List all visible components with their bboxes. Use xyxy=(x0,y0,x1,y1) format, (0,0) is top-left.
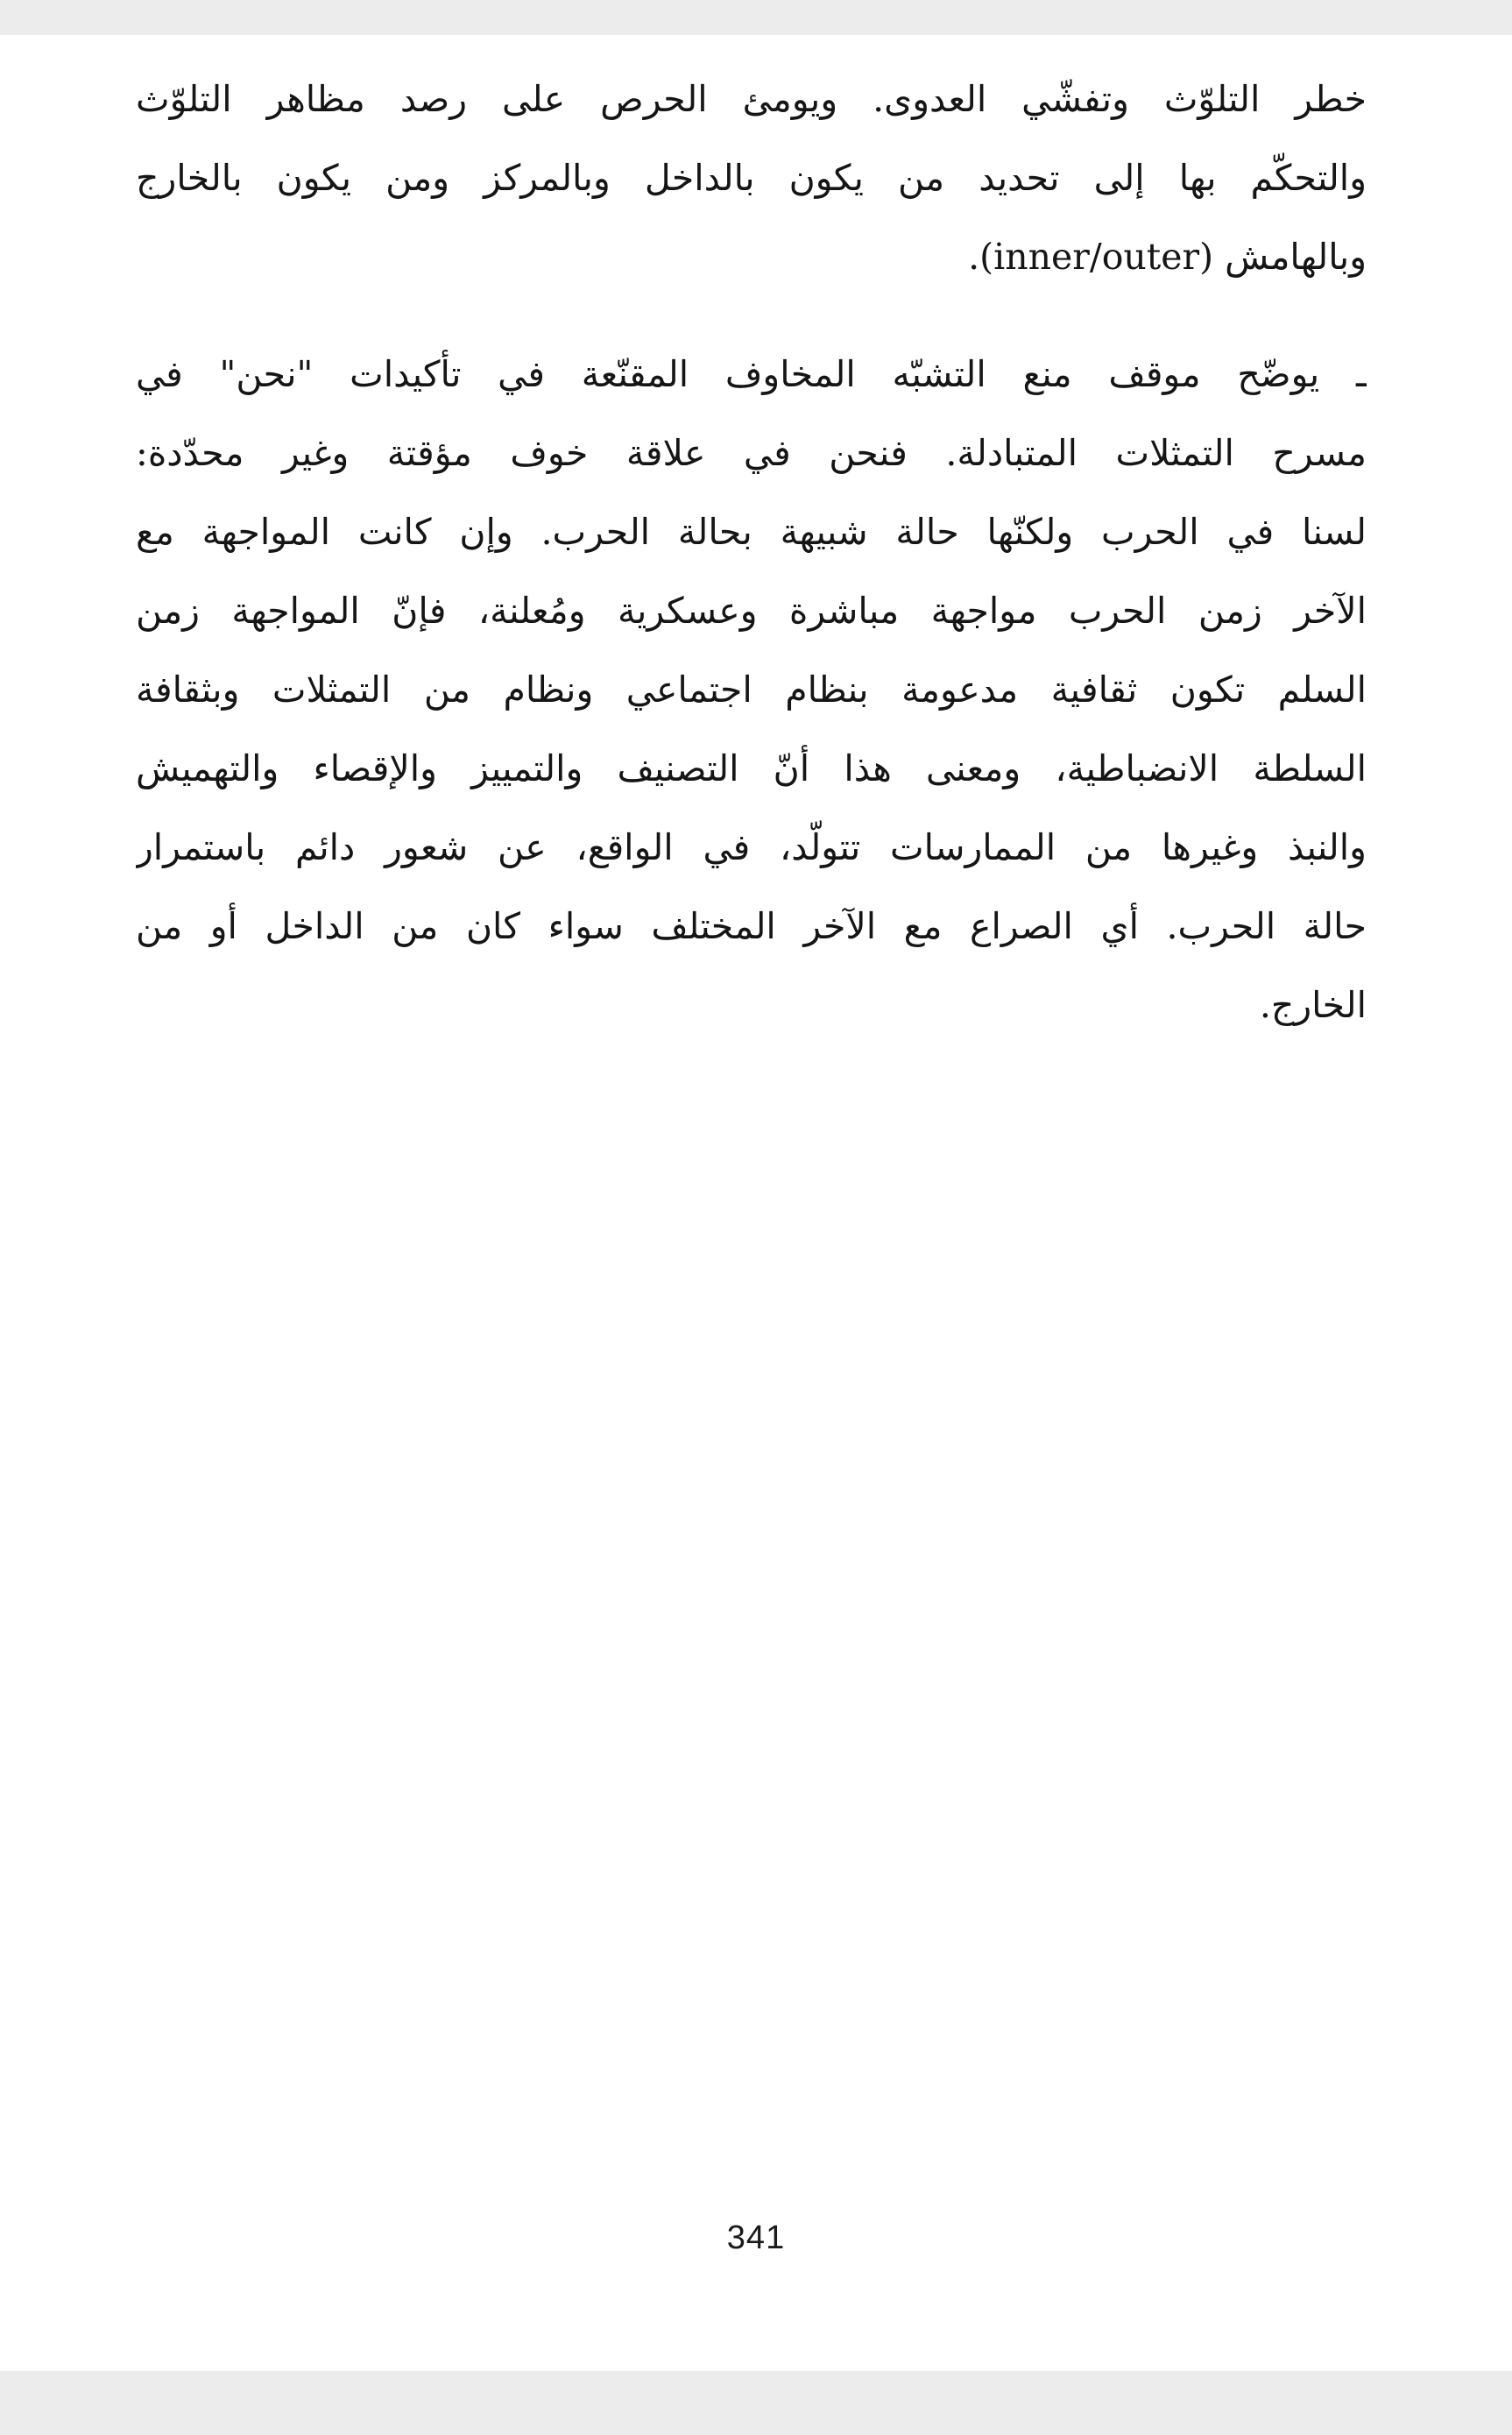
text-line: حالة الحرب. أي الصراع مع الآخر المختلف سواء كان من الداخل أو من xyxy=(136,905,1367,947)
text-line: لسنا في الحرب ولكنّها حالة شبيهة بحالة الحرب. وإن كانت المواجهة مع xyxy=(136,511,1367,553)
text-line: ـ يوضّح موقف منع التشبّه المخاوف المقنّعة في تأكيدات "نحن" في xyxy=(136,353,1367,395)
page-number: 341 xyxy=(726,2219,786,2256)
text-line: السلم تكون ثقافية مدعومة بنظام اجتماعي ونظام من التمثلات وبثقافة xyxy=(136,669,1367,711)
text-line: الخارج. xyxy=(1259,984,1367,1026)
text-line: والنبذ وغيرها من الممارسات تتولّد، في الواقع، عن شعور دائم باستمرار xyxy=(136,826,1367,868)
text-line: وبالهامش (inner/outer). xyxy=(968,236,1367,278)
document-page xyxy=(0,35,1512,2371)
text-line: الآخر زمن الحرب مواجهة مباشرة وعسكرية ومُعلنة، فإنّ المواجهة زمن xyxy=(136,590,1367,632)
text-line: مسرح التمثلات المتبادلة. فنحن في علاقة خوف مؤقتة وغير محدّدة: xyxy=(136,432,1367,474)
paragraph-1 xyxy=(136,60,1367,296)
paragraph-2 xyxy=(136,335,1367,1044)
text-line: والتحكّم بها إلى تحديد من يكون بالداخل وبالمركز ومن يكون بالخارج xyxy=(136,157,1367,199)
page-bottom-margin xyxy=(0,2371,1512,2435)
text-line: خطر التلوّث وتفشّي العدوى. ويومئ الحرص على رصد مظاهر التلوّث xyxy=(136,78,1367,120)
text-line: السلطة الانضباطية، ومعنى هذا أنّ التصنيف والتمييز والإقصاء والتهميش xyxy=(136,747,1367,789)
